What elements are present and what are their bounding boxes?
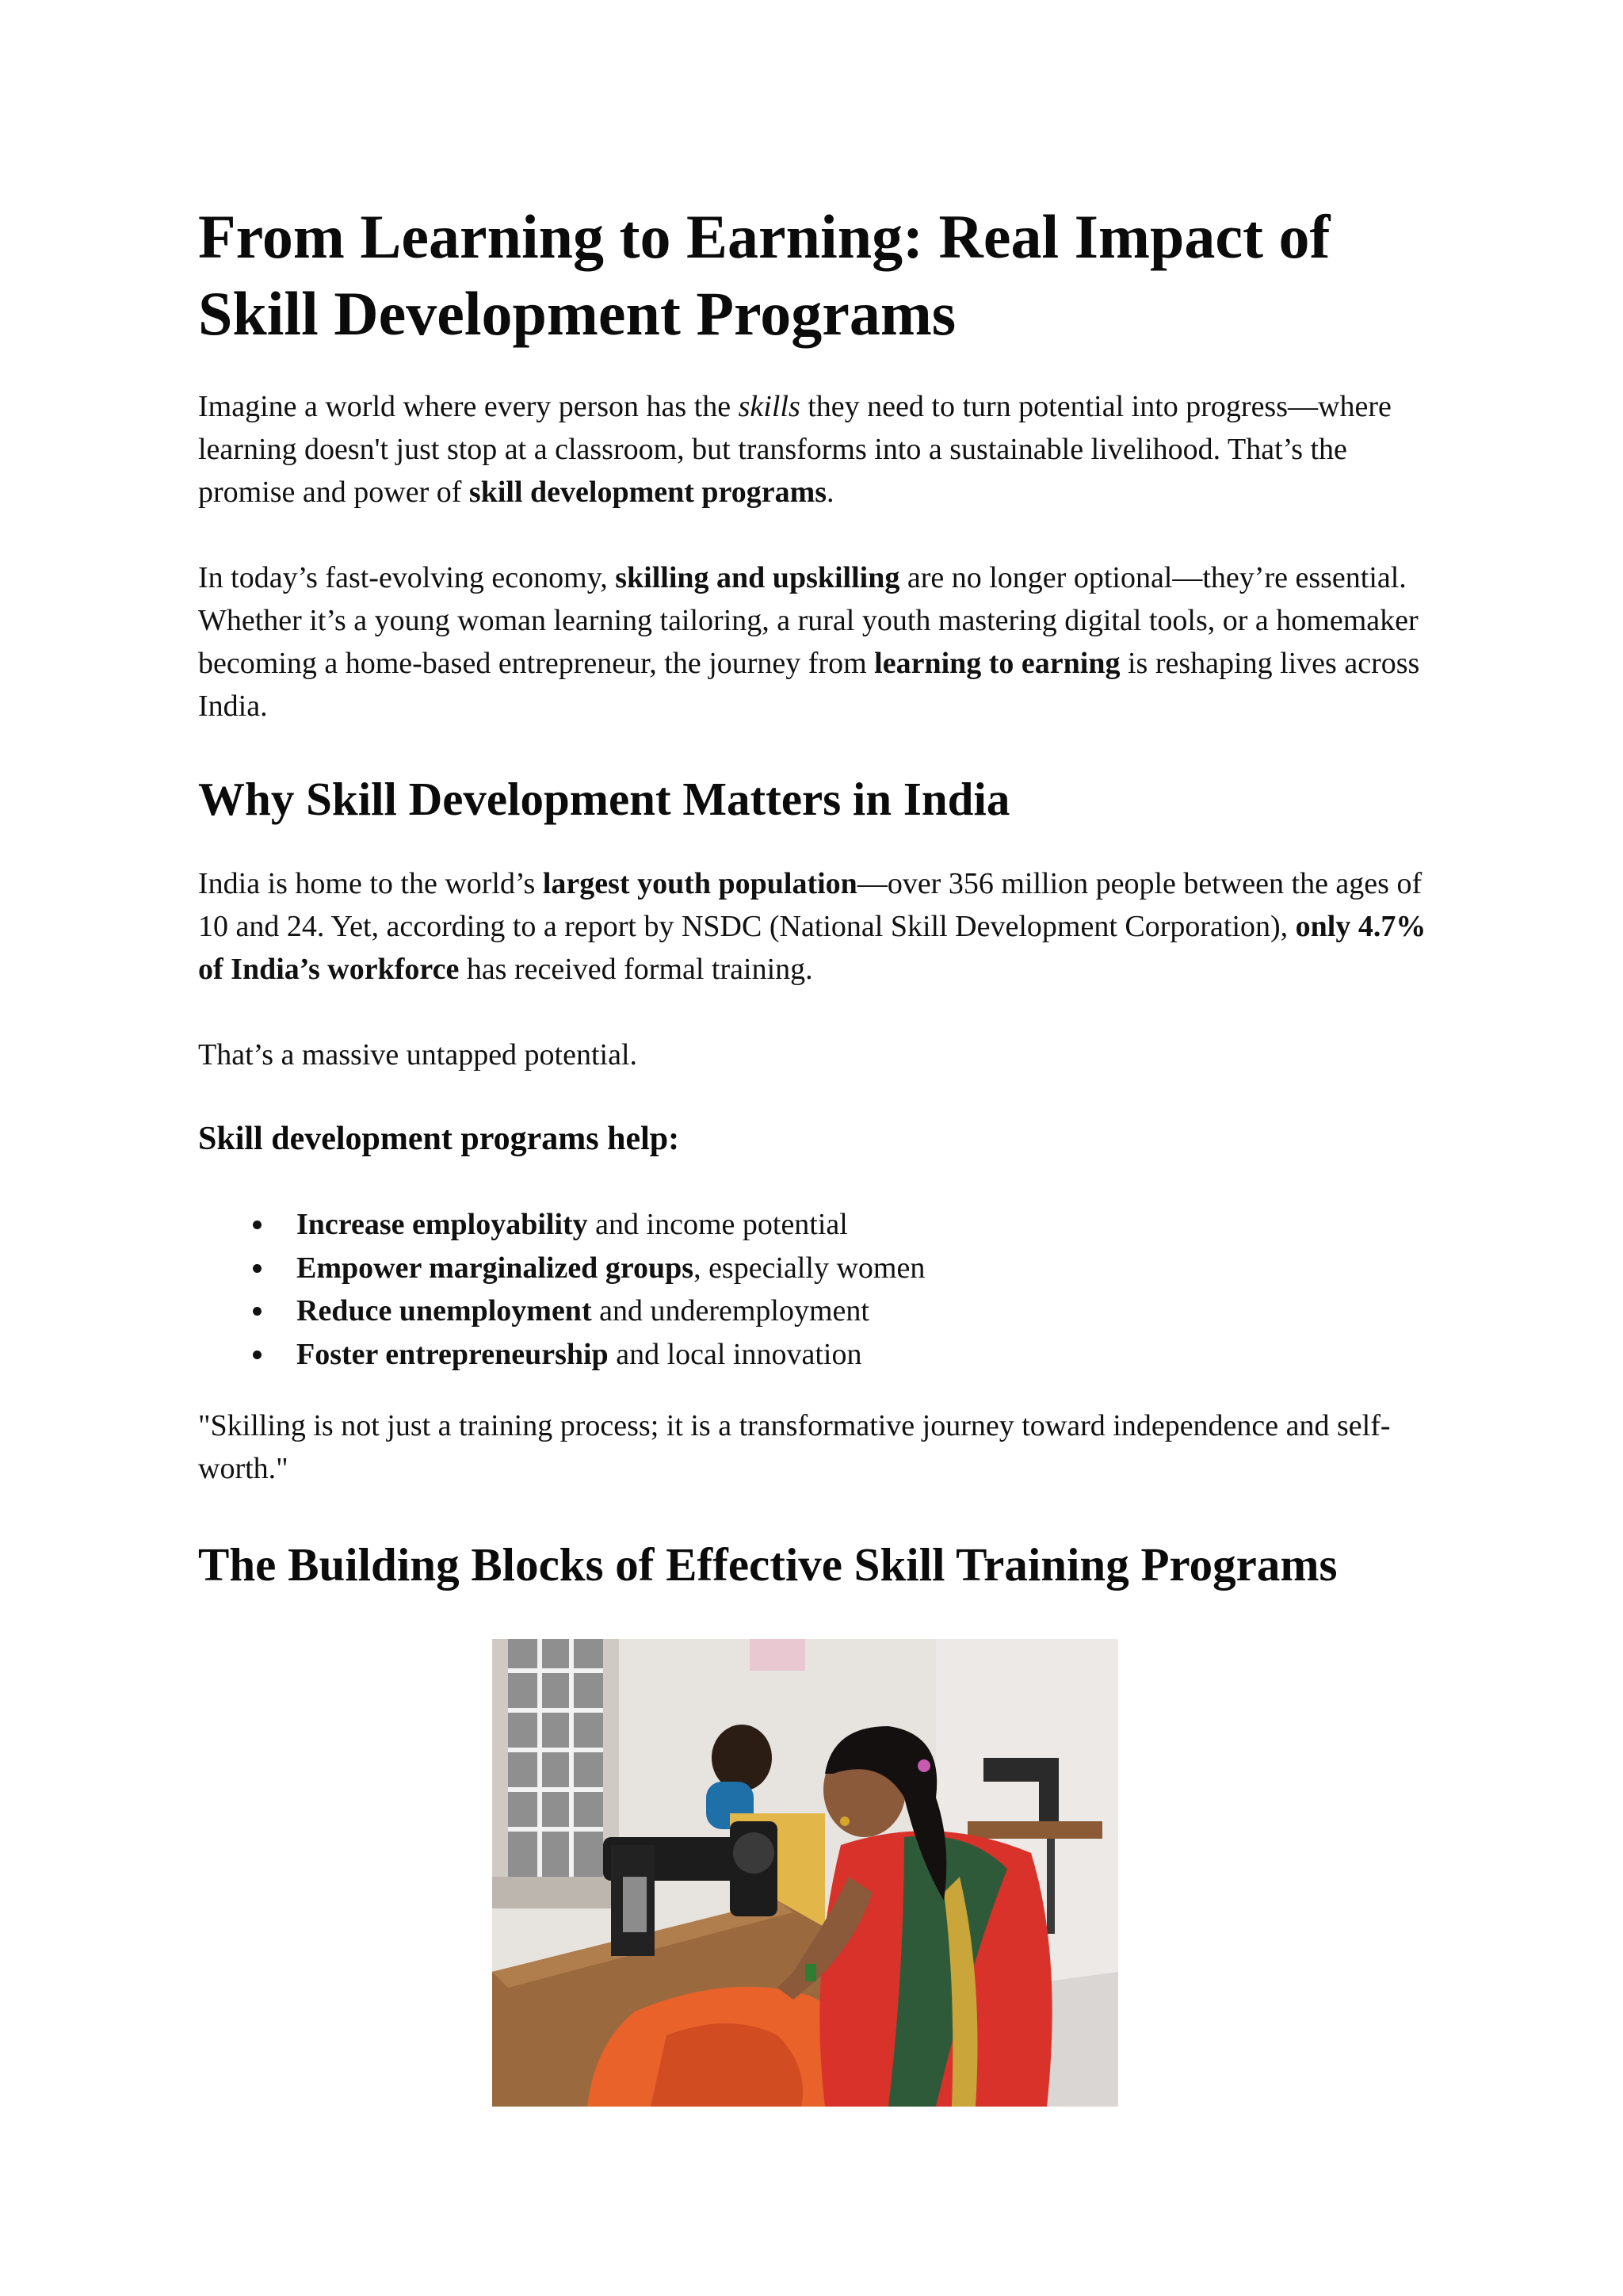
list-item (296, 1333, 1541, 1377)
body-text: —over 356 million people between the ages of 10 and 24. Yet, according to a report by NSDC (National Skill Development Corporation), (198, 867, 1423, 943)
list-item-strong: Empower marginalized groups (296, 1251, 694, 1285)
quote-paragraph: "Skilling is not just a training process; it is a transformative journey toward independence and self-worth." (198, 1409, 1391, 1485)
page-title: From Learning to Earning: Real Impact of Skill Development Programs (198, 202, 1331, 348)
section1-paragraph-1 (198, 862, 1442, 991)
intro-strong: skill development programs (468, 476, 827, 509)
intro-text: . (827, 476, 834, 509)
section1-subheading: Skill development programs help: (198, 1121, 680, 1157)
list-item-strong: Reduce unemployment (296, 1294, 592, 1328)
intro-text: they need to turn potential into progress—where learning doesn't just stop at a classroom, but transforms into a sustainable livelihood. That’s the promise and power of (198, 390, 1392, 509)
intro-text: are no longer optional—they’re essential. Whether it’s a young woman learning tailoring, a rural youth mastering digital tools, or a homemaker becoming a home-based entrepreneur, the journey from (198, 561, 1419, 680)
list-item-text: and income potential (587, 1208, 848, 1241)
list-item-strong: Increase employability (296, 1208, 588, 1241)
intro-strong: skilling and upskilling (615, 561, 900, 594)
list-item (296, 1247, 1541, 1290)
list-item-strong: Foster entrepreneurship (296, 1337, 609, 1371)
section1-paragraph-2: That’s a massive untapped potential. (198, 1038, 638, 1072)
body-strong: largest youth population (542, 867, 857, 900)
intro-text: In today’s fast-evolving economy, (198, 561, 616, 594)
intro-strong: learning to earning (874, 647, 1121, 680)
tailoring-training-photo (492, 1639, 1118, 2107)
list-item-text: , especially women (693, 1251, 926, 1285)
list-item (296, 1203, 1541, 1247)
intro-text: Imagine a world where every person has the (198, 390, 739, 423)
list-item-text: and local innovation (608, 1337, 862, 1371)
section-heading-building-blocks: The Building Blocks of Effective Skill Training Programs (198, 1538, 1338, 1591)
intro-paragraph-1 (198, 385, 1442, 514)
body-strong: only 4.7% of India’s workforce (198, 910, 1426, 986)
body-text: India is home to the world’s (198, 867, 543, 900)
list-item-text: and underemployment (591, 1294, 869, 1328)
intro-emphasis: skills (738, 390, 800, 423)
list-item (296, 1289, 1541, 1333)
section-heading-why: Why Skill Development Matters in India (198, 773, 1010, 825)
intro-paragraph-2 (198, 556, 1442, 728)
benefits-list (198, 1203, 1541, 1376)
body-text: has received formal training. (459, 953, 813, 986)
intro-text: is reshaping lives across India. (198, 647, 1420, 723)
tailoring-photo-illustration (492, 1639, 1118, 2107)
